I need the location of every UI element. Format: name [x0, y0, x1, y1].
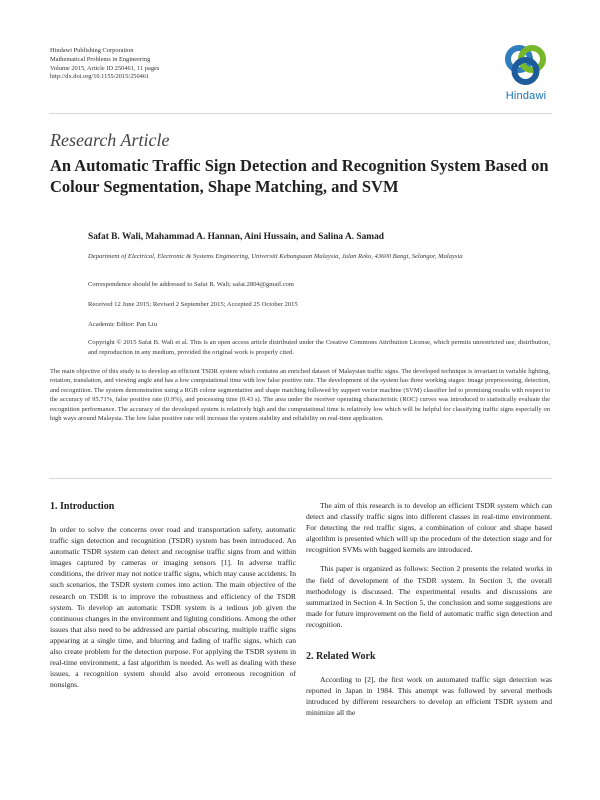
- paragraph: This paper is organized as follows: Section 2 presents the related works in the field of development of the TSDR system. In Section 3, the overall methodology is discussed. The experimental results and discussions are summarized in Section 4. In Section 5, the conclusion and some suggestions are made for future improvement on the field of automatic traffic sign detection and recognition.: [306, 564, 552, 629]
- section-heading-related-work: 2. Related Work: [306, 651, 376, 663]
- academic-editor: Academic Editor: Pan Liu: [88, 321, 158, 328]
- authors: Safat B. Wali, Mahammad A. Hannan, Aini Hussain, and Salina A. Samad: [88, 232, 385, 242]
- doi-link[interactable]: http://dx.doi.org/10.1155/2015/250461: [50, 73, 150, 81]
- publication-info: [50, 47, 159, 82]
- logo-text: Hindawi: [505, 90, 547, 102]
- article-dates: Received 12 June 2015; Revised 2 September 2015; Accepted 25 October 2015: [88, 301, 298, 308]
- abstract: The main objective of this study is to develop an efficient TSDR system which contains an enriched dataset of Malaysian traffic signs. The developed technique is invariant in variable lighting, rotation, translation, and viewing angle and has a low computational time with low false positive rate. The development of the system has three working stages: image preprocessing, detection, and recognition. The system demonstration using a RGB colour segmentation and shape matching followed by support vector machine (SVM) classifier led to promising results with respect to the accuracy of 95.71%, false positive rate (0.9%), and processing time (0.43 s). The area under the receiver operating characteristic (ROC) curves was introduced to statistically evaluate the recognition performance. The accuracy of the developed system is relatively high and the computational time is relatively low which will be helpful for classifying traffic signs especially on high ways around Malaysia. The low false positive rate will increase the system stability and reliability on real-time application.: [50, 368, 550, 423]
- affiliation: Department of Electrical, Electronic & Systems Engineering, Universiti Kebangsaan Malaysia, Jalan Reko, 43600 Bangi, Selangor, Malaysia: [88, 253, 463, 260]
- correspondence: Correspondence should be addressed to Safat B. Wali; safat.2804@gmail.com: [88, 281, 294, 288]
- right-column: [306, 500, 552, 726]
- left-column: [50, 500, 296, 698]
- section-heading-introduction: 1. Introduction: [50, 501, 115, 512]
- copyright-notice: Copyright © 2015 Safat B. Wali et al. This is an open access article distributed under the Creative Commons Attribution License, which permits unrestricted use, distribution, and reproduction in any medium, provided the original work is properly cited.: [88, 339, 550, 356]
- article-title: An Automatic Traffic Sign Detection and Recognition System Based on Colour Segmentation, Shape Matching, and SVM: [50, 156, 549, 196]
- publisher-name: Hindawi Publishing Corporation: [50, 47, 134, 54]
- paragraph: In order to solve the concerns over road and transportation safety, automatic traffic sign detection and recognition (TSDR) system has been introduced. An automatic TSDR system can detect and recognise traffic signs from and within images captured by cameras or imaging sensors [1]. In adverse traffic conditions, the driver may not notice traffic signs, which may cause accidents. In such scenarios, the TSDR system comes into action. The main objective of the research on TSDR is to improve the robustness and efficiency of the TSDR system. To develop an automatic TSDR system is a tedious job given the continuous changes in the environment and lighting conditions. Among the other issues that also need to be addressed are partial obscuring, multiple traffic signs appearing at a single time, and blurring and fading of traffic signs, which can also create problem for the detection purpose. For applying the TSDR system in real-time environment, a fast algorithm is needed. As well as dealing with these issues, a recognition system should also avoid erroneous recognition of nonsigns.: [50, 525, 296, 690]
- hindawi-logo-icon: [497, 42, 555, 88]
- volume-info: Volume 2015, Article ID 250461, 11 pages: [50, 64, 160, 72]
- hindawi-logo: [497, 42, 555, 104]
- paragraph: The aim of this research is to develop an efficient TSDR system which can detect and classify traffic signs into different classes in real-time environment. For detecting the red traffic signs, a combination of colour and shape based algorithm is presented which will up the procedure of the detection stage and for recognition SVMs with bagged kernels are introduced.: [306, 501, 552, 555]
- header-divider: [49, 113, 552, 114]
- abstract-divider: [49, 478, 552, 479]
- paragraph: According to [2], the first work on automated traffic sign detection was reported in Japan in 1984. This attempt was followed by several methods introduced by different researchers to develop an efficient TSDR system and minimize all the: [306, 675, 552, 718]
- journal-name: Mathematical Problems in Engineering: [50, 55, 151, 63]
- article-type: Research Article: [50, 130, 170, 150]
